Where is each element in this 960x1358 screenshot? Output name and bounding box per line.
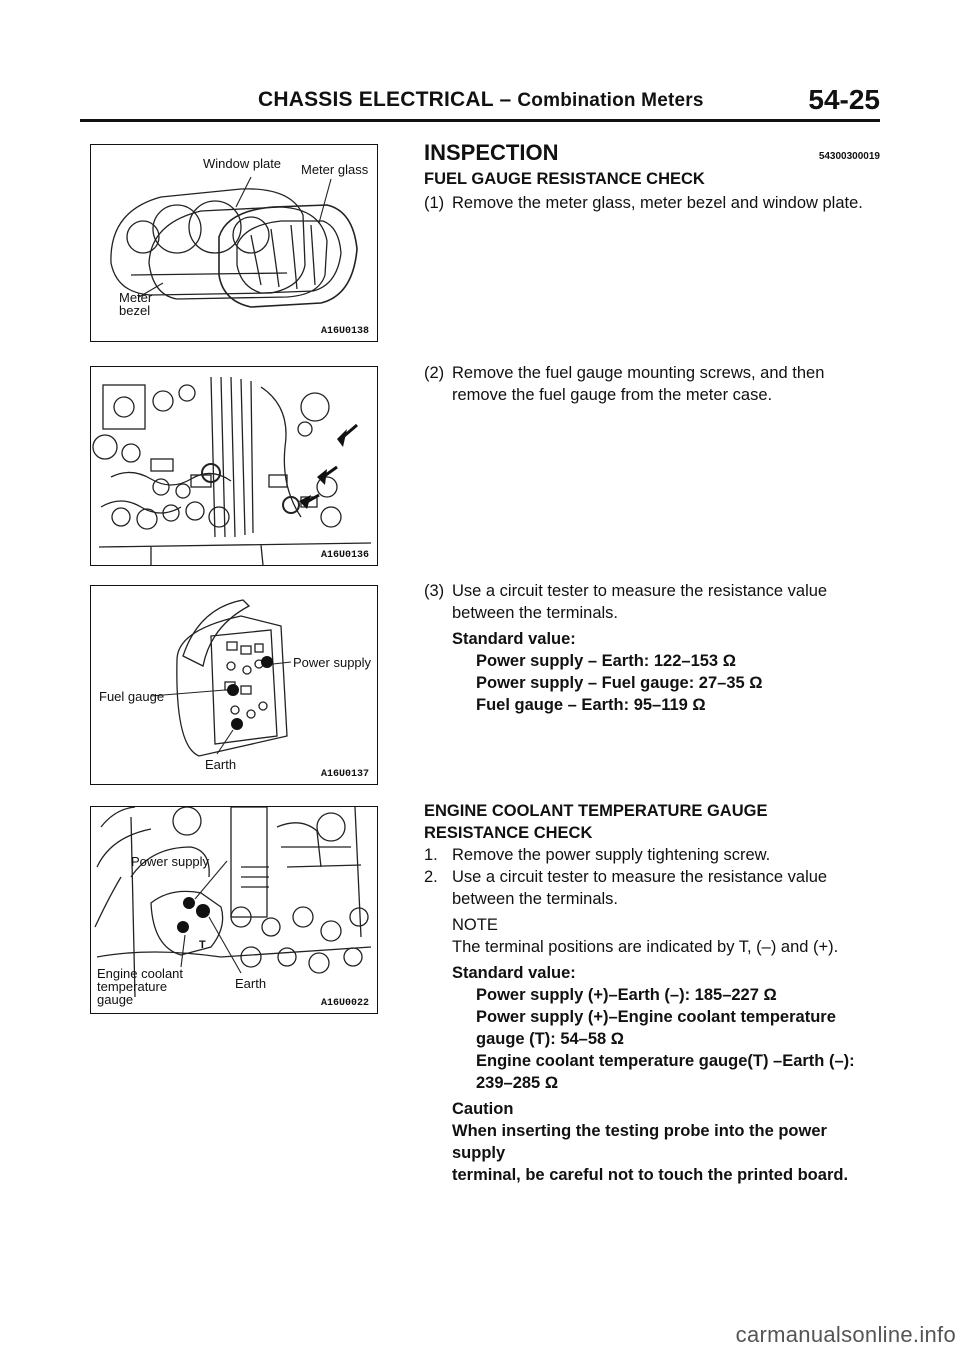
inspection-doc-code: 54300300019 xyxy=(818,151,880,162)
label-meter: Meter xyxy=(119,290,153,305)
step-number: 1. xyxy=(424,846,438,864)
label-engine-coolant: Engine coolant xyxy=(97,966,184,981)
step-text-line2: between the terminals. xyxy=(452,890,619,908)
header-rule xyxy=(80,119,880,122)
caution-line2: terminal, be careful not to touch the printed board. xyxy=(452,1166,849,1184)
figure-code: A16U0022 xyxy=(320,998,369,1009)
figure-code: A16U0136 xyxy=(320,550,369,561)
step-text-line2: between the terminals. xyxy=(452,604,619,622)
step-text: Remove the meter glass, meter bezel and window plate. xyxy=(452,194,863,212)
figure-coolant-gauge xyxy=(90,806,378,1014)
fuel-gauge-heading: FUEL GAUGE RESISTANCE CHECK xyxy=(424,170,705,188)
header-subtitle: Combination Meters xyxy=(517,90,704,111)
standard-value-3-line1: Engine coolant temperature gauge(T) –Earth (–): xyxy=(476,1052,855,1070)
fuel-step-1 xyxy=(424,192,880,214)
coolant-heading-line2: RESISTANCE CHECK xyxy=(424,824,593,842)
label-temperature: temperature xyxy=(97,979,168,994)
standard-value-label: Standard value: xyxy=(452,630,576,648)
standard-value-1: Power supply – Earth: 122–153 Ω xyxy=(476,652,736,670)
label-window-plate: Window plate xyxy=(203,156,282,171)
caution-line1: When inserting the testing probe into the power supply xyxy=(452,1122,827,1162)
standard-value-label: Standard value: xyxy=(452,964,576,982)
label-earth: Earth xyxy=(235,976,267,991)
fuel-gauge-drawing xyxy=(91,586,377,784)
step-number: (2) xyxy=(424,364,445,382)
coolant-heading-line1: ENGINE COOLANT TEMPERATURE GAUGE xyxy=(424,802,768,820)
step-text-line1: Remove the fuel gauge mounting screws, and then xyxy=(452,364,825,382)
label-power-supply: Power supply xyxy=(131,854,210,869)
standard-value-2-line2: gauge (T): 54–58 Ω xyxy=(476,1030,625,1048)
caution-label: Caution xyxy=(452,1100,514,1118)
standard-value-1: Power supply (+)–Earth (–): 185–227 Ω xyxy=(476,986,777,1004)
figure-code: A16U0138 xyxy=(320,326,369,337)
standard-value-3-line2: 239–285 Ω xyxy=(476,1074,559,1092)
standard-value-3: Fuel gauge – Earth: 95–119 Ω xyxy=(476,696,706,714)
standard-value-2: Power supply – Fuel gauge: 27–35 Ω xyxy=(476,674,763,692)
fuel-step-3 xyxy=(424,580,880,716)
circuit-board-drawing xyxy=(91,367,377,565)
note-text: The terminal positions are indicated by T, (–) and (+). xyxy=(452,938,839,956)
page-number: 54-25 xyxy=(808,84,880,115)
fuel-step-2 xyxy=(424,362,880,406)
standard-value-2-line1: Power supply (+)–Engine coolant temperature xyxy=(476,1008,836,1026)
step-number: (3) xyxy=(424,582,445,600)
figure-circuit-board xyxy=(90,366,378,566)
label-terminal-t: T xyxy=(199,939,206,951)
step-text-line1: Use a circuit tester to measure the resistance value xyxy=(452,868,828,886)
note-label: NOTE xyxy=(452,916,498,934)
step-text-line1: Use a circuit tester to measure the resistance value xyxy=(452,582,828,600)
inspection-heading: INSPECTION xyxy=(424,140,559,165)
watermark-link[interactable]: carmanualsonline.info xyxy=(735,1322,956,1347)
label-gauge: gauge xyxy=(97,992,134,1007)
coolant-section xyxy=(424,800,880,1186)
step-text-line2: remove the fuel gauge from the meter case. xyxy=(452,386,773,404)
step-text: Remove the power supply tightening screw. xyxy=(452,846,771,864)
header-dash: – xyxy=(499,88,512,111)
label-earth: Earth xyxy=(205,757,237,772)
header-title-main: CHASSIS ELECTRICAL xyxy=(258,88,494,111)
step-number: (1) xyxy=(424,194,445,212)
label-bezel: bezel xyxy=(119,303,151,318)
label-fuel-gauge: Fuel gauge xyxy=(99,689,165,704)
figure-meter-assembly xyxy=(90,144,378,342)
figure-code: A16U0137 xyxy=(320,769,369,780)
step-number: 2. xyxy=(424,868,438,886)
figure-fuel-gauge xyxy=(90,585,378,785)
label-meter-glass: Meter glass xyxy=(301,162,369,177)
label-power-supply: Power supply xyxy=(293,655,372,670)
page-header-title xyxy=(258,88,704,112)
